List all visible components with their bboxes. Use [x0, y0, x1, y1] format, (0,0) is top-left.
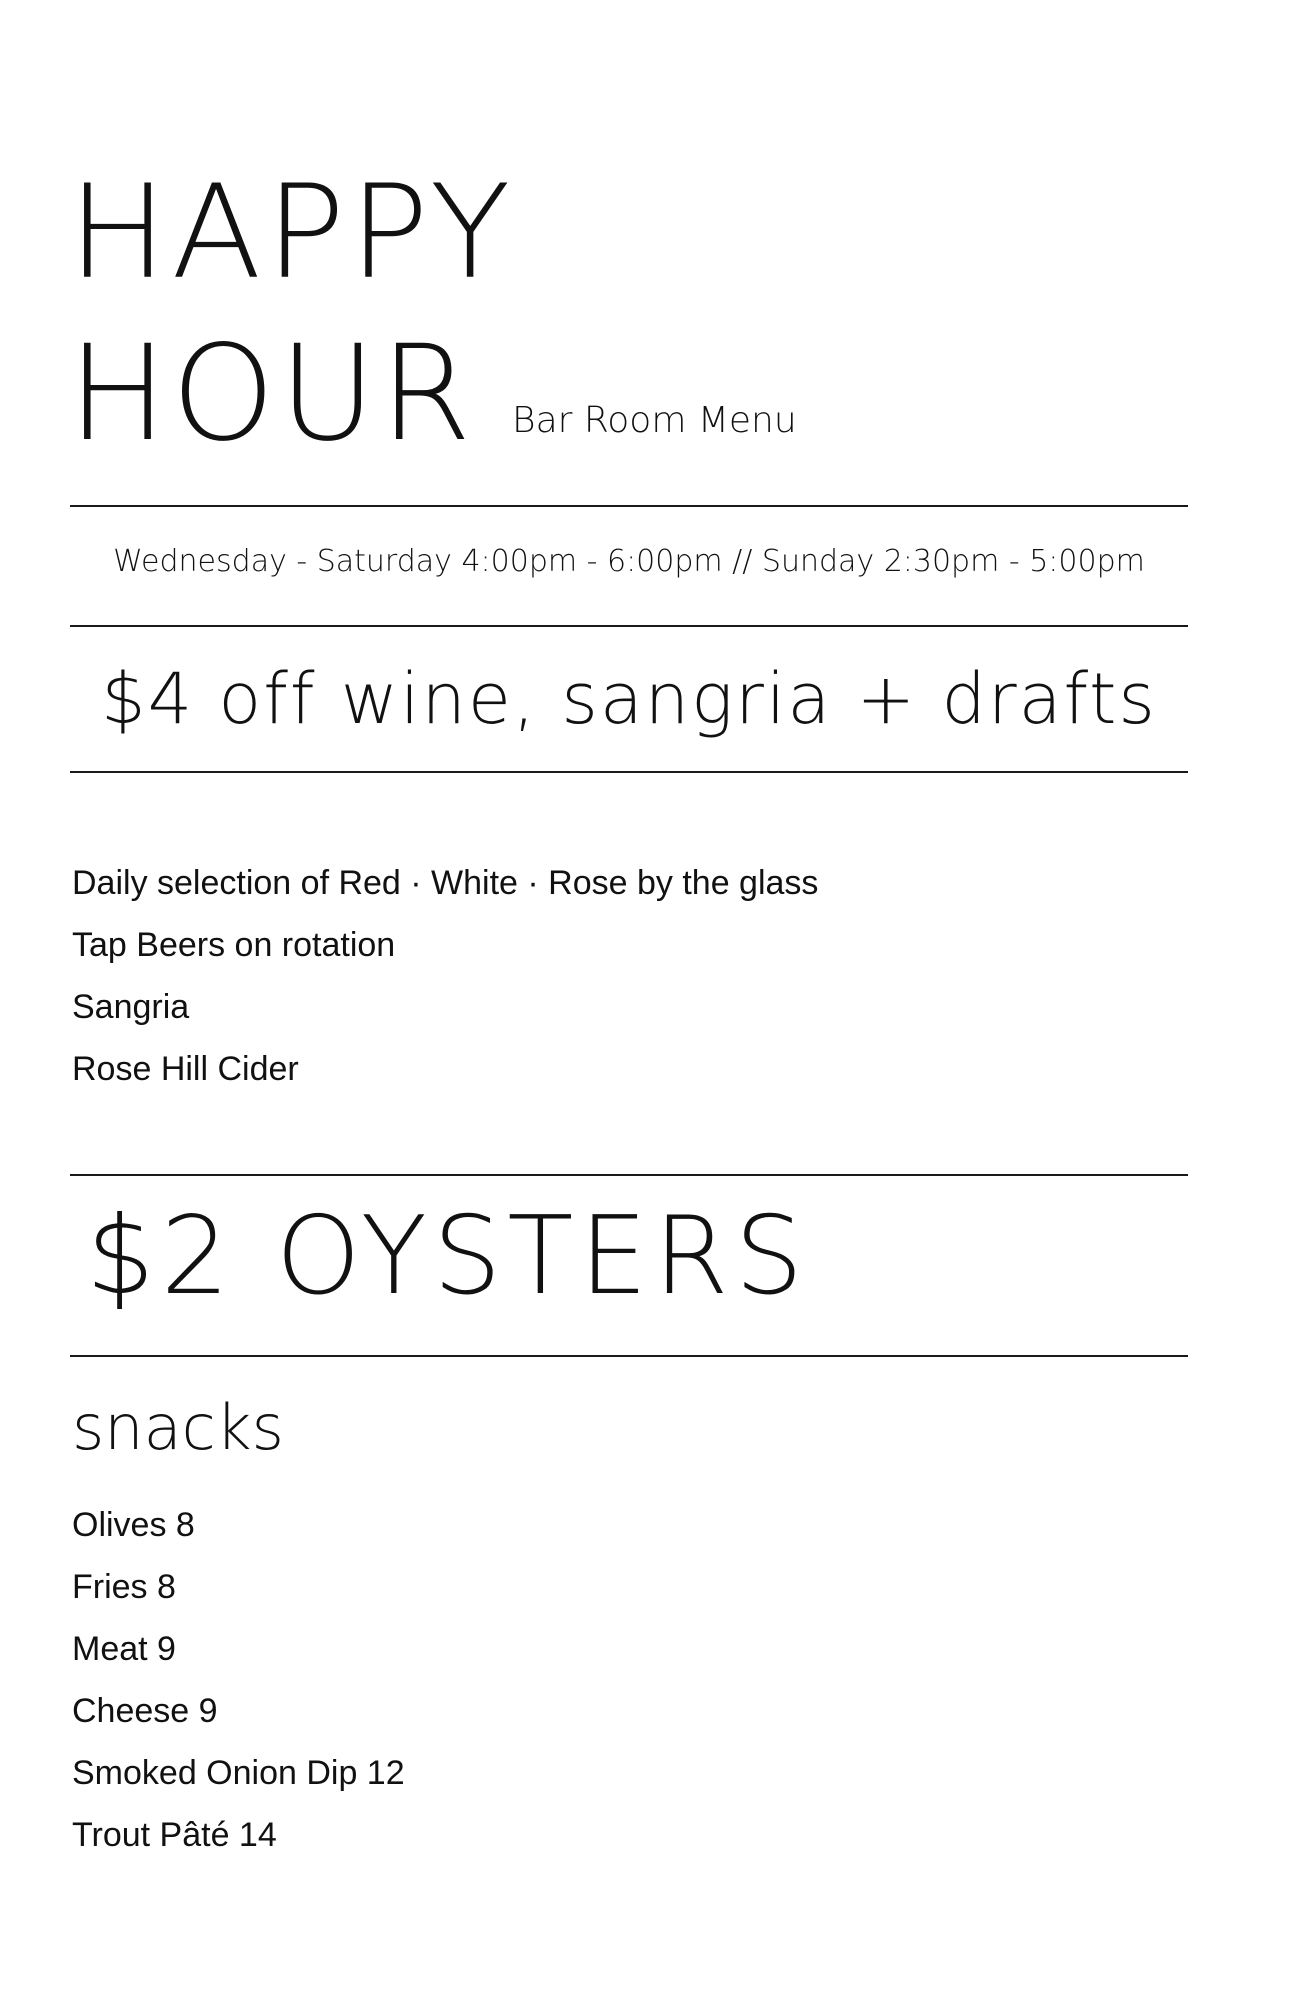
drinks-item: Rose Hill Cider [72, 1050, 299, 1088]
title-hour: HOUR [68, 317, 476, 471]
snack-item: Smoked Onion Dip 12 [72, 1754, 405, 1792]
title-happy: HAPPY [68, 157, 515, 309]
divider-oysters-top [70, 1174, 1188, 1176]
snack-item: Fries 8 [72, 1568, 176, 1606]
drinks-item: Tap Beers on rotation [72, 926, 396, 964]
drinks-list [72, 852, 818, 1100]
menu-subtitle: Bar Room Menu [512, 400, 797, 441]
divider-hours [70, 625, 1188, 627]
snacks-list [72, 1494, 405, 1866]
drinks-item: Daily selection of Red · White · Rose by the glass [72, 864, 819, 902]
snack-item: Meat 9 [72, 1630, 176, 1668]
snack-item: Olives 8 [72, 1506, 195, 1544]
drinks-item: Sangria [72, 988, 190, 1026]
divider-promo [70, 771, 1188, 773]
snack-item: Trout Pâté 14 [72, 1816, 277, 1854]
oysters-heading: $2 OYSTERS [86, 1194, 810, 1319]
drinks-promo: $4 off wine, sangria + drafts [101, 658, 1157, 740]
snack-item: Cheese 9 [72, 1692, 218, 1730]
hours-text: Wednesday - Saturday 4:00pm - 6:00pm // Sunday 2:30pm - 5:00pm [113, 544, 1145, 579]
divider-oysters-bottom [70, 1355, 1188, 1357]
snacks-heading: snacks [72, 1391, 284, 1464]
divider-top [70, 505, 1188, 507]
